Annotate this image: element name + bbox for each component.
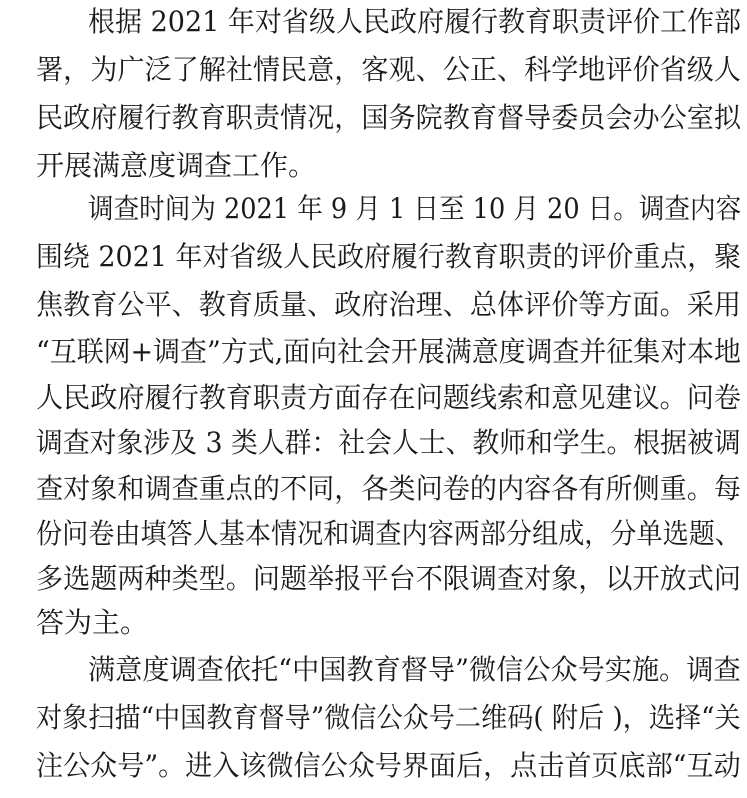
paragraph-2-line-10: 答为主。 [36,606,149,639]
paragraph-2-line-3: 焦教育公平、教育质量、政府治理、总体评价等方面。采用 [36,288,742,321]
paragraph-2-line-6: 调查对象涉及 3 类人群：社会人士、教师和学生。根据被调 [36,426,741,459]
paragraph-2-line-1: 调查时间为 2021 年 9 月 1 日至 10 月 20 日。调查内容 [88,192,742,225]
paragraph-2-line-5: 人民政府履行教育职责方面存在问题线索和意见建议。问卷 [36,381,742,414]
paragraph-1-line-3: 民政府履行教育职责情况，国务院教育督导委员会办公室拟 [36,101,742,134]
paragraph-2-line-4: “互联网+调查”方式,面向社会开展满意度调查并征集对本地 [36,335,741,368]
paragraph-1-line-1: 根据 2021 年对省级人民政府履行教育职责评价工作部 [88,5,742,38]
paragraph-1-line-4: 开展满意度调查工作。 [36,149,317,182]
paragraph-3-line-2: 对象扫描“中国教育督导”微信公众号二维码( 附后 )，选择“关 [36,701,741,734]
paragraph-3-line-1: 满意度调查依托“中国教育督导”微信公众号实施。调查 [88,653,741,686]
paragraph-2-line-7: 查对象和调查重点的不同，各类问卷的内容各有所侧重。每 [36,472,742,505]
paragraph-2-line-8: 份问卷由填答人基本情况和调查内容两部分组成，分单选题、 [36,517,741,550]
paragraph-2-line-2: 围绕 2021 年对省级人民政府履行教育职责的评价重点，聚 [36,240,742,273]
paragraph-2-line-9: 多选题两种类型。问题举报平台不限调查对象，以开放式问 [36,562,742,595]
paragraph-1-line-2: 署，为广泛了解社情民意，客观、公正、科学地评价省级人 [36,53,742,86]
paragraph-3-line-3: 注公众号”。进入该微信公众号界面后，点击首页底部“互动 [36,749,741,782]
